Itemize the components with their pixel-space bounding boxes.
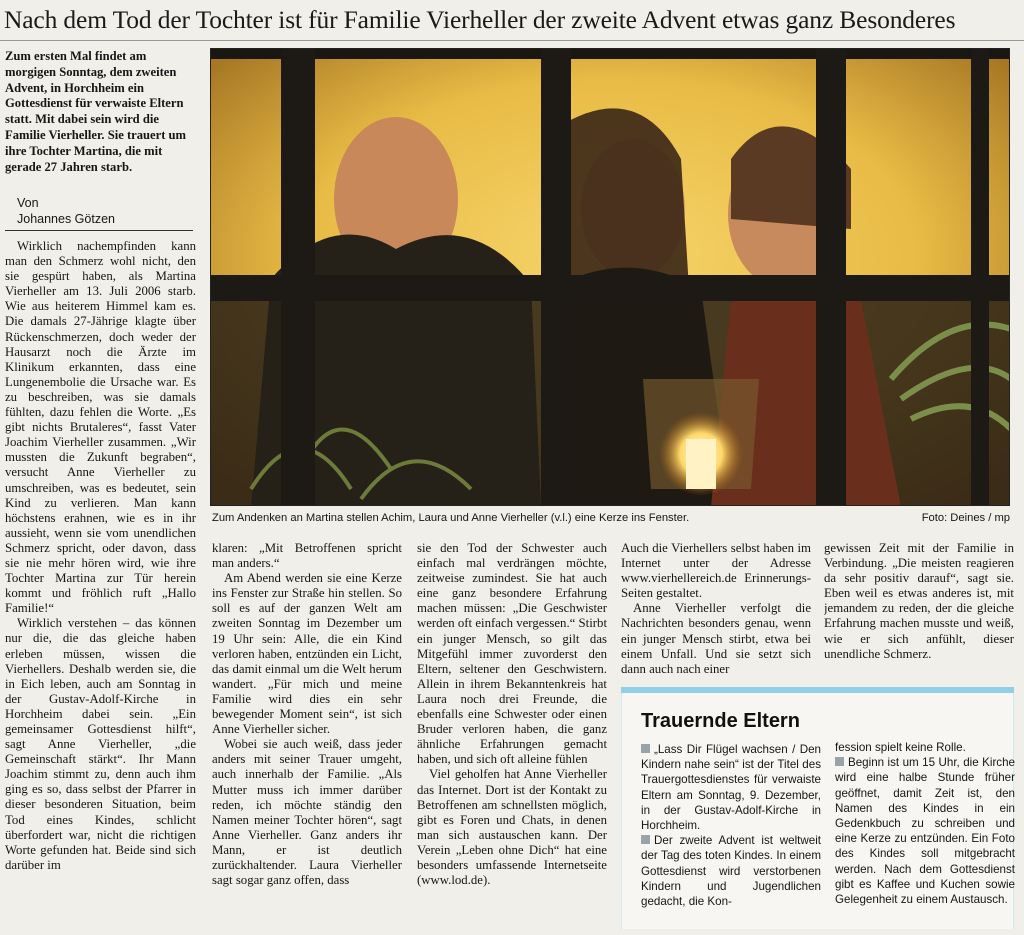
infobox-paragraph <box>641 833 821 909</box>
headline-rule <box>0 40 1024 41</box>
photo-credit: Foto: Deines / mp <box>921 512 1010 524</box>
paragraph: Wirklich nachempfinden kann man den Schmerz wohl nicht, den sie gespürt haben, als Martina Vierheller am 13. Juli 2006 starb. Wie aus heiterem Himmel kam es. Die damals 27-Jährige klagte über Rückenschmerzen, doch weder der Hausarzt noch die Ärzte im Klinikum erkannten, dass eine Lungenembolie die Ursache war. Es zu beschreiben, was sie damals fühlten, dazu fehlen die Worte. „Es gibt nichts Brutaleres“, fasst Vater Joachim Vierheller zusammen. „Wir mussten die Zukunft begraben“, versucht Anne Vierheller zu umschreiben, was es bedeutet, sein Kind zu verlieren. Man kann höchstens erahnen, wie es in ihr aussieht, wenn sie vom unendlichen Schmerz spricht, oder davon, dass sie nie mehr hören wird, wie ihre Tochter Martina zur Tür herein kommt und fröhlich ruft „Hallo Familie!“ <box>5 239 196 616</box>
byline-author: Johannes Götzen <box>17 212 115 226</box>
byline-von: Von <box>17 196 39 210</box>
article-lead: Zum ersten Mal findet am morgigen Sonntag, dem zweiten Advent, in Horchheim ein Gottesdienst für verwaiste Eltern statt. Mit dabei sein wird die Familie Vierheller. Sie trauert um ihre Tochter Martina, die mit gerade 27 Jahren starb. <box>5 49 187 174</box>
infobox-paragraph: fession spielt keine Rolle. <box>835 741 966 754</box>
paragraph: klaren: „Mit Betroffenen spricht man anders.“ <box>212 541 402 571</box>
bullet-square-icon <box>835 757 844 766</box>
infobox-title: Trauernde Eltern <box>641 710 800 732</box>
article-column-3 <box>417 541 607 933</box>
article-headline: Nach dem Tod der Tochter ist für Familie Vierheller der zweite Advent etwas ganz Besonderes <box>4 5 956 34</box>
article-photo <box>210 48 1010 506</box>
infobox-column-1 <box>641 742 821 909</box>
article-column-1 <box>5 239 196 933</box>
bullet-square-icon <box>641 744 650 753</box>
infobox-text: „Lass Dir Flügel wachsen / Den Kindern nahe sein“ ist der Titel des Trauergottesdienstes für verwaiste Eltern am Sonntag, 9. Dezember, in der Gustav-Adolf-Kirche in Horchheim. <box>641 743 821 833</box>
infobox-text: Der zweite Advent ist weltweit der Tag des toten Kindes. In einem Gottesdienst wird verstorbenen Kindern und Jugendlichen gedacht, die Kon- <box>641 834 821 909</box>
paragraph: Wirklich verstehen – das können nur die, die das gleiche haben erleben müssen, wissen die Vierhellers. Deshalb werden sie, die in Eich leben, auch am Sonntag in der Gustav-Adolf-Kirche in Horchheim dabei sein. „Ein gemeinsamer Gottesdienst hilft“, sagt Anne Vierheller, „die Gemeinschaft stärkt“. Ihr Mann Joachim stimmt zu, denn auch ihm ging es so, dass selbst der Pfarrer in dieser besonderen Situation, beim Tod eines Kindes, schlicht überfordert war, nicht die richtigen Worte gefunden hat. Beide sind sich darüber im <box>5 616 196 872</box>
photo-family-window <box>211 49 1010 506</box>
infobox-text: Beginn ist um 15 Uhr, die Kirche wird eine halbe Stunde früher geöffnet, damit Zeit ist, den Namen des Kindes in ein Gedenkbuch zu schreiben und eine Kerze zu entzünden. Ein Foto des Kindes soll mitgebracht werden. Nach dem Gottesdienst gibt es Kaffee und Kuchen sowie Gelegenheit zu einem Austausch. <box>835 756 1015 907</box>
article-column-4 <box>621 541 811 681</box>
paragraph: Am Abend werden sie eine Kerze ins Fenster zur Straße hin stellen. So soll es auf der ganzen Welt am zweiten Sonntag im Dezember um 19 Uhr sein: Alle, die ein Kind verloren haben, entzünden ein Licht, das damit einmal um die Welt herum wandert. „Für mich und meine Familie wird dies ein sehr bewegender Moment sein“, ist sich Anne Vierheller sicher. <box>212 571 402 737</box>
paragraph: Viel geholfen hat Anne Vierheller das Internet. Dort ist der Kontakt zu Betroffenen am schnellsten möglich, gibt es Foren und Chats, in denen man sich austauschen kann. Der Verein „Leben ohne Dich“ hat eine besonders umfassende Internetseite (www.lod.de). <box>417 767 607 888</box>
photo-caption: Zum Andenken an Martina stellen Achim, Laura und Anne Vierheller (v.l.) eine Kerze ins Fenster. <box>212 512 690 524</box>
bullet-square-icon <box>641 835 650 844</box>
paragraph: sie den Tod der Schwester auch einfach mal verdrängen möchte, zeitweise zumindest. Sie hat auch eine ganz besondere Erfahrung machen müssen: „Die Geschwister werden oft einfach vergessen.“ Stirbt ein junger Mensch, so gilt das Mitgefühl immer zuvorderst den Eltern, seltener den Geschwistern. Allein in ihrem Bekanntenkreis hat Laura noch drei Freunde, die ebenfalls eine Schwester oder einen Bruder verloren haben, die ganz ähnliche Erfahrungen gemacht haben, und sich oft alleine fühlen <box>417 541 607 767</box>
byline-rule <box>5 230 193 231</box>
paragraph: Auch die Vierhellers selbst haben im Internet unter der Adresse www.vierhellereich.de Erinnerungs-Seiten gestaltet. <box>621 541 811 601</box>
paragraph: Wobei sie auch weiß, dass jeder anders mit seiner Trauer umgeht, auch innerhalb der Familie. „Als Mutter muss ich immer darüber reden, ich möchte ständig den Namen meiner Tochter hören“, sagt Anne Vierheller. Ganz anders ihr Mann, er ist deutlich zurückhaltender. Laura Vierheller sagt sogar ganz offen, dass <box>212 737 402 888</box>
article-column-2 <box>212 541 402 933</box>
article-column-5 <box>824 541 1014 681</box>
infobox-paragraph <box>835 755 1015 907</box>
paragraph: Anne Vierheller verfolgt die Nachrichten besonders genau, wenn ein junger Mensch stirbt, etwa bei einem Unfall. Und sie setzt sich dann auch nach einer <box>621 601 811 676</box>
infobox-paragraph <box>641 742 821 833</box>
paragraph: gewissen Zeit mit der Familie in Verbindung. „Die meisten reagieren da sehr positiv darauf“, sagt sie. Eben weil es etwas anderes ist, mit jemandem zu reden, der die gleiche Erfahrung machen musste und weiß, wie er sich anfühlt, dieser unendliche Schmerz. <box>824 541 1014 661</box>
infobox-column-2 <box>835 740 1015 907</box>
